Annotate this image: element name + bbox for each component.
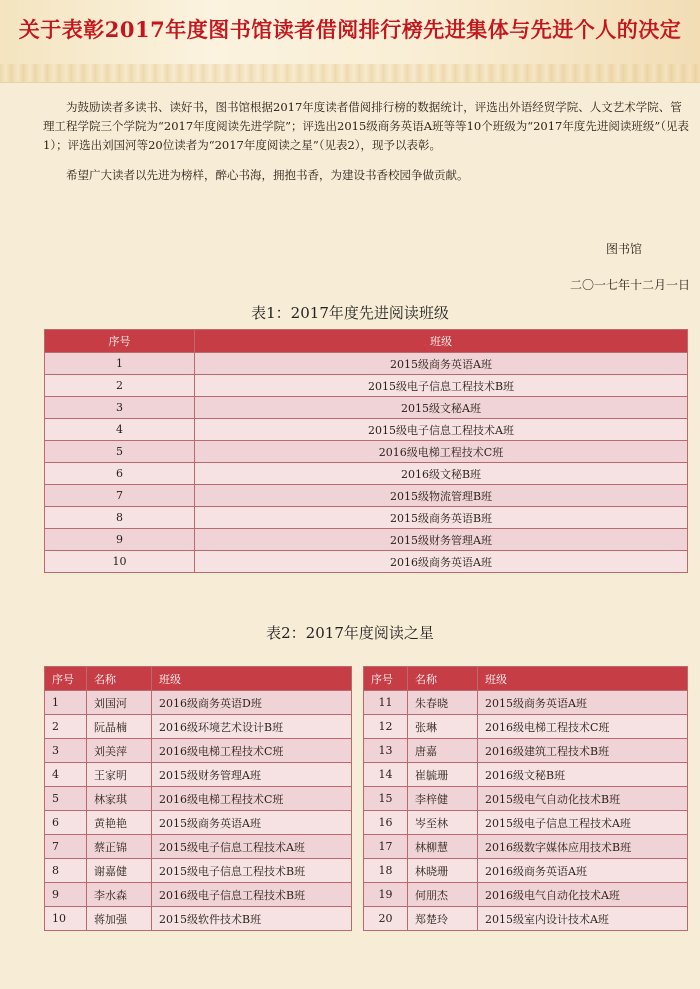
table-header-row (45, 330, 688, 353)
class-name: 2015级商务英语A班 (478, 691, 688, 715)
reader-name: 唐嘉 (408, 739, 478, 763)
class-name: 2016级电梯工程技术C班 (195, 441, 688, 463)
class-name: 2015级财务管理A班 (152, 763, 352, 787)
class-name: 2015级商务英语B班 (195, 507, 688, 529)
column-gap (352, 739, 364, 763)
class-name: 2015级商务英语A班 (195, 353, 688, 375)
row-number: 13 (364, 739, 408, 763)
row-number: 6 (45, 463, 195, 485)
row-number: 2 (45, 715, 87, 739)
table-row (45, 811, 688, 835)
class-name: 2016级商务英语D班 (152, 691, 352, 715)
class-name: 2016级电子信息工程技术B班 (152, 883, 352, 907)
row-number: 20 (364, 907, 408, 931)
class-name: 2016级商务英语A班 (478, 859, 688, 883)
row-number: 19 (364, 883, 408, 907)
reader-name: 刘国河 (87, 691, 152, 715)
row-number: 8 (45, 507, 195, 529)
class-name: 2015级物流管理B班 (195, 485, 688, 507)
closing-paragraph: 希望广大读者以先进为榜样，醉心书海，拥抱书香，为建设书香校园争做贡献。 (66, 168, 469, 182)
table1-caption: 表1：2017年度先进阅读班级 (251, 304, 449, 322)
column-header: 名称 (408, 667, 478, 691)
signature: 图书馆 (605, 242, 642, 256)
table2-caption: 表2：2017年度阅读之星 (266, 624, 434, 642)
reader-name: 岑至林 (408, 811, 478, 835)
row-number: 9 (45, 529, 195, 551)
class-name: 2016级电气自动化技术A班 (478, 883, 688, 907)
class-name: 2015级电气自动化技术B班 (478, 787, 688, 811)
table-row (45, 907, 688, 931)
class-name: 2016级环境艺术设计B班 (152, 715, 352, 739)
table2-reading-stars (44, 666, 688, 931)
row-number: 16 (364, 811, 408, 835)
row-number: 9 (45, 883, 87, 907)
table-row (45, 691, 688, 715)
row-number: 4 (45, 419, 195, 441)
class-name: 2016级数字媒体应用技术B班 (478, 835, 688, 859)
class-name: 2016级商务英语A班 (195, 551, 688, 573)
class-name: 2015级文秘A班 (195, 397, 688, 419)
column-gap (352, 883, 364, 907)
table-row (45, 463, 688, 485)
class-name: 2016级文秘B班 (195, 463, 688, 485)
reader-name: 蒋加强 (87, 907, 152, 931)
column-gap (352, 907, 364, 931)
row-number: 10 (45, 907, 87, 931)
class-name: 2015级软件技术B班 (152, 907, 352, 931)
row-number: 1 (45, 353, 195, 375)
class-name: 2016级电梯工程技术C班 (152, 787, 352, 811)
row-number: 12 (364, 715, 408, 739)
table-row (45, 787, 688, 811)
class-name: 2016级电梯工程技术C班 (152, 739, 352, 763)
column-header: 班级 (478, 667, 688, 691)
column-header: 班级 (152, 667, 352, 691)
column-gap (352, 691, 364, 715)
table-row (45, 529, 688, 551)
row-number: 14 (364, 763, 408, 787)
row-number: 5 (45, 441, 195, 463)
row-number: 2 (45, 375, 195, 397)
column-header: 班级 (195, 330, 688, 353)
class-name: 2015级电子信息工程技术B班 (152, 859, 352, 883)
row-number: 4 (45, 763, 87, 787)
column-gap (352, 835, 364, 859)
column-gap (352, 859, 364, 883)
reader-name: 崔毓珊 (408, 763, 478, 787)
class-name: 2016级电梯工程技术C班 (478, 715, 688, 739)
column-gap (352, 787, 364, 811)
row-number: 3 (45, 739, 87, 763)
page-title: 关于表彰2017年度图书馆读者借阅排行榜先进集体与先进个人的决定 (18, 17, 682, 42)
class-name: 2015级电子信息工程技术A班 (195, 419, 688, 441)
row-number: 6 (45, 811, 87, 835)
class-name: 2015级财务管理A班 (195, 529, 688, 551)
column-gap (352, 811, 364, 835)
header-decorative-band (0, 64, 700, 82)
class-name: 2015级电子信息工程技术A班 (478, 811, 688, 835)
reader-name: 张琳 (408, 715, 478, 739)
table-row (45, 835, 688, 859)
reader-name: 蔡正锦 (87, 835, 152, 859)
reader-name: 林晓珊 (408, 859, 478, 883)
table-row (45, 859, 688, 883)
reader-name: 谢嘉健 (87, 859, 152, 883)
row-number: 8 (45, 859, 87, 883)
table-row (45, 507, 688, 529)
column-gap (352, 667, 364, 691)
column-header: 序号 (45, 330, 195, 353)
row-number: 5 (45, 787, 87, 811)
column-header: 名称 (87, 667, 152, 691)
table-row (45, 715, 688, 739)
table-row (45, 763, 688, 787)
row-number: 18 (364, 859, 408, 883)
table-row (45, 441, 688, 463)
reader-name: 郑楚玲 (408, 907, 478, 931)
class-name: 2015级电子信息工程技术A班 (152, 835, 352, 859)
class-name: 2015级商务英语A班 (152, 811, 352, 835)
reader-name: 阮晶楠 (87, 715, 152, 739)
row-number: 17 (364, 835, 408, 859)
reader-name: 王家明 (87, 763, 152, 787)
table-header-row (45, 667, 688, 691)
column-header: 序号 (364, 667, 408, 691)
table-row (45, 353, 688, 375)
row-number: 11 (364, 691, 408, 715)
intro-paragraph: 为鼓励读者多读书、读好书，图书馆根据2017年度读者借阅排行榜的数据统计，评选出外语经贸学院、人文艺术学院、管理工程学院三个学院为“2017年度阅读先进学院”；评选出2015级商务英语A班等等10个班级为“2017年度先进阅读班级”（见表1）；评选出刘国河等20位读者为“2017年度阅读之星”（见表2），现予以表彰。 (43, 100, 689, 152)
column-gap (352, 715, 364, 739)
table-row (45, 375, 688, 397)
column-gap (352, 763, 364, 787)
table-row (45, 397, 688, 419)
reader-name: 李梓健 (408, 787, 478, 811)
table-row (45, 551, 688, 573)
table-row (45, 883, 688, 907)
table-row (45, 485, 688, 507)
row-number: 15 (364, 787, 408, 811)
reader-name: 朱春晓 (408, 691, 478, 715)
table-row (45, 419, 688, 441)
reader-name: 林柳慧 (408, 835, 478, 859)
column-header: 序号 (45, 667, 87, 691)
row-number: 10 (45, 551, 195, 573)
row-number: 7 (45, 485, 195, 507)
class-name: 2016级建筑工程技术B班 (478, 739, 688, 763)
reader-name: 李水森 (87, 883, 152, 907)
row-number: 3 (45, 397, 195, 419)
table-row (45, 739, 688, 763)
date: 二〇一七年十二月一日 (569, 278, 690, 292)
row-number: 7 (45, 835, 87, 859)
reader-name: 黄艳艳 (87, 811, 152, 835)
class-name: 2015级电子信息工程技术B班 (195, 375, 688, 397)
class-name: 2016级文秘B班 (478, 763, 688, 787)
reader-name: 林家琪 (87, 787, 152, 811)
row-number: 1 (45, 691, 87, 715)
reader-name: 何朋杰 (408, 883, 478, 907)
header-banner (0, 0, 700, 83)
table1-advanced-classes (44, 329, 688, 573)
class-name: 2015级室内设计技术A班 (478, 907, 688, 931)
reader-name: 刘美萍 (87, 739, 152, 763)
